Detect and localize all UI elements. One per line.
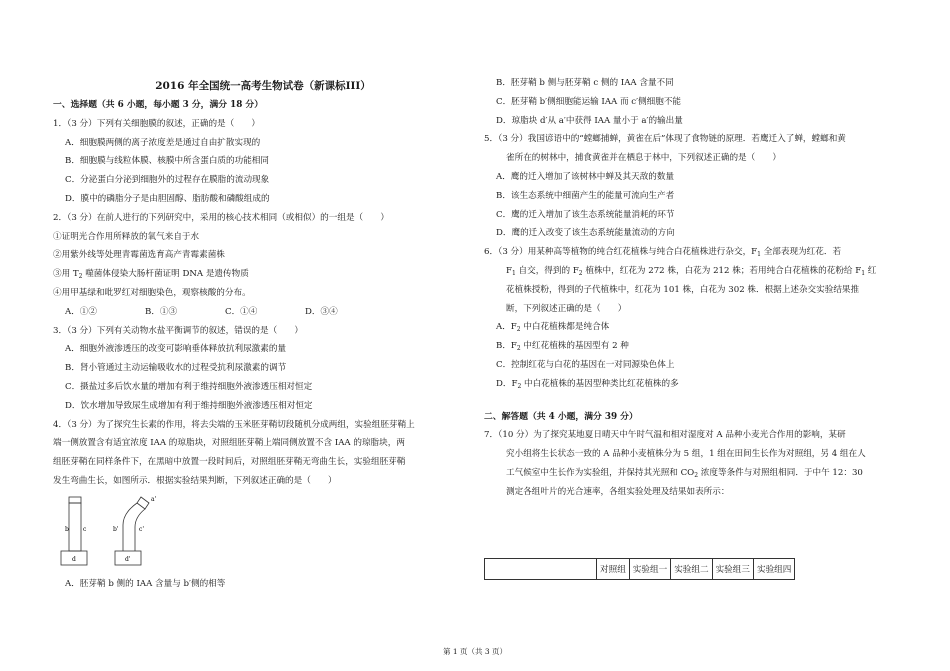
study-item-4: ④用甲基绿和吡罗红对细胞染色，观察核酸的分布。 [53, 287, 251, 298]
question-7 [484, 426, 896, 501]
label-a-prime: a' [151, 495, 157, 503]
table-cell: 实验组四 [753, 559, 794, 580]
option-c: C．控制红花与白花的基因在一对同源染色体上 [496, 359, 675, 370]
section-heading-choice: 一、选择题（共 6 小题，每小题 3 分，满分 18 分） [53, 100, 264, 110]
subscript: 1 [511, 269, 516, 277]
table-cell [485, 559, 597, 580]
stem-text: 全部表现为红花．若 [760, 247, 842, 258]
option-text: D．F [496, 378, 518, 389]
option-text: B．F [496, 341, 517, 352]
option-a [484, 318, 896, 337]
subscript: 2 [517, 382, 522, 390]
subscript: 1 [757, 251, 761, 259]
option-b: B．①③ [145, 306, 178, 317]
question-stem-line-4: 断，下列叙述正确的是（ ） [506, 303, 627, 314]
stem-text: 浓度等条件与对照组相同．于中午 12：30 [698, 467, 863, 478]
q4-option-d: D．琼脂块 d′从 a′中获得 IAA 量小于 a′的输出量 [496, 115, 683, 126]
stem-text: 红 [865, 265, 877, 276]
question-stem-line-1: 7．（10 分）为了探究某地夏日晴天中午时气温和相对湿度对 A 品种小麦光合作用的影响，某研 [484, 430, 846, 441]
section-spacer [484, 394, 896, 408]
option-text: 中红花植株的基因型有 2 种 [520, 341, 629, 352]
table-header-row [485, 559, 795, 580]
study-item-3-text-end: 噬菌体侵染大肠杆菌证明 DNA 是遗传物质 [82, 269, 249, 280]
option-c: C．摄盐过多后饮水量的增加有利于维持细胞外液渗透压相对恒定 [65, 381, 313, 392]
option-b [484, 337, 896, 356]
option-a: A．细胞外液渗透压的改变可影响垂体释放抗利尿激素的量 [65, 344, 287, 355]
option-c: C．鹰的迁入增加了该生态系统能量消耗的环节 [496, 209, 675, 220]
option-a: A．①② [65, 306, 97, 317]
study-item-1: ①证明光合作用所释放的氧气来自于水 [53, 231, 200, 242]
question-2 [53, 209, 473, 322]
label-c: c [83, 525, 87, 533]
question-stem-line-2: 雀所在的树林中，捕食黄雀并在栖息于林中，下列叙述正确的是（ ） [506, 153, 782, 164]
question-3 [53, 322, 473, 416]
label-b: b [65, 525, 69, 533]
label-b-prime: b' [113, 525, 119, 533]
stem-text: 工气候室中生长作为实验组，并保持其光照和 CO [506, 467, 695, 478]
study-item-3-text: ③用 T [53, 269, 79, 280]
right-column [484, 74, 896, 502]
option-row [53, 303, 473, 322]
subscript: 2 [78, 273, 83, 281]
coleoptile-figure [53, 495, 473, 575]
agar-block-a-prime [137, 497, 149, 509]
question-stem-line-2 [484, 262, 896, 281]
question-stem: 3．（3 分）下列有关动物水盐平衡调节的叙述，错误的是（ ） [53, 325, 303, 336]
option-c: C．①④ [225, 306, 258, 317]
study-item-2: ②用紫外线等处理青霉菌选育高产青霉素菌株 [53, 250, 225, 261]
table-cell: 实验组三 [712, 559, 753, 580]
table-cell: 实验组二 [671, 559, 712, 580]
stem-text: 自交，得到的 F [515, 265, 579, 276]
table-cell: 实验组一 [629, 559, 670, 580]
option-d [484, 375, 896, 394]
coleoptile-diagram [53, 495, 213, 575]
q4-option-c: C．胚芽鞘 b′侧细胞能运输 IAA 而 c′侧细胞不能 [496, 96, 682, 107]
option-b: B．肾小管通过主动运输吸收水的过程受抗利尿激素的调节 [65, 363, 287, 374]
table-cell: 对照组 [597, 559, 630, 580]
question-stem-line-3 [484, 464, 896, 483]
subscript: 2 [694, 471, 699, 479]
question-stem-line-2: 端一侧放置含有适宜浓度 IAA 的琼脂块，对照组胚芽鞘上端同侧放置不含 IAA 的琼脂块，两 [53, 438, 405, 449]
option-a: A．胚芽鞘 b 侧的 IAA 含量与 b′侧的相等 [65, 578, 226, 589]
question-stem-line-2: 究小组将生长状态一致的 A 品种小麦植株分为 5 组，1 组在田间生长作为对照组，另 4 组在人 [506, 449, 866, 460]
subscript: 1 [861, 269, 866, 277]
left-column [53, 96, 473, 594]
option-b: B．该生态系统中细菌产生的能量可流向生产者 [496, 190, 675, 201]
q4-option-b: B．胚芽鞘 b 侧与胚芽鞘 c 侧的 IAA 含量不同 [496, 78, 674, 88]
stem-text: 6．（3 分）用某种高等植物的纯合红花植株与纯合白花植株进行杂交，F [484, 247, 758, 258]
question-stem-line-4: 测定各组叶片的光合速率，各组实验处理及结果如表所示： [506, 486, 730, 497]
question-stem-line-1 [484, 243, 896, 262]
question-stem-line-1: 4．（3 分）为了探究生长素的作用，将去尖端的玉米胚芽鞘切段随机分成两组，实验组胚芽鞘上 [53, 419, 415, 430]
option-d: D．③④ [305, 306, 338, 317]
question-stem: 2．（3 分）在前人进行的下列研究中，采用的核心技术相同（或相似）的一组是（ ） [53, 212, 389, 223]
label-c-prime: c' [139, 525, 145, 533]
experiment-table [484, 558, 795, 580]
option-d: D．饮水增加导致尿生成增加有利于维持细胞外液渗透压相对恒定 [65, 400, 313, 411]
option-d: D．膜中的磷脂分子是由胆固醇、脂肪酸和磷酸组成的 [65, 193, 270, 204]
section-heading-answer: 二、解答题（共 4 小题，满分 39 分） [484, 411, 638, 422]
option-b: B．细胞膜与线粒体膜、核膜中所含蛋白质的功能相同 [65, 156, 269, 167]
stem-text: F [506, 265, 512, 276]
study-item-3 [53, 265, 473, 284]
page-footer: 第 1 页（共 3 页） [442, 647, 508, 656]
question-stem-line-4: 发生弯曲生长，如图所示．根据实验结果判断，下列叙述正确的是（ ） [53, 475, 337, 486]
question-4 [53, 416, 473, 594]
subscript: 2 [578, 269, 583, 277]
question-stem-line-1: 5．（3 分）我国谚语中的“螳螂捕蝉，黄雀在后”体现了食物链的原理．若鹰迁入了蝉，螳螂和黄 [484, 134, 846, 145]
control-coleoptile [69, 503, 81, 551]
subscript: 2 [516, 326, 521, 334]
option-c: C．分泌蛋白分泌到细胞外的过程存在膜脂的流动现象 [65, 175, 270, 186]
page-title: 2016 年全国统一高考生物试卷（新课标III） [155, 80, 371, 92]
question-stem-line-3: 花植株授粉，得到的子代植株中，红花为 101 株，白花为 302 株．根据上述杂交实验结果推 [506, 284, 860, 295]
option-text: A．F [496, 322, 517, 333]
question-1 [53, 115, 473, 209]
label-d: d [72, 555, 76, 563]
option-a: A．鹰的迁入增加了该树林中蝉及其天敌的数量 [496, 171, 675, 182]
agar-block-a [69, 497, 81, 503]
subscript: 2 [516, 345, 521, 353]
question-stem: 1．（3 分）下列有关细胞膜的叙述，正确的是（ ） [53, 118, 261, 129]
stem-text: 植株中，红花为 272 株，白花为 212 株；若用纯合白花植株的花粉给 F [582, 265, 862, 276]
question-6 [484, 243, 896, 393]
option-text: 中白花植株都是纯合体 [520, 322, 610, 333]
question-stem-line-3: 组胚芽鞘在同样条件下，在黑暗中放置一段时间后，对照组胚芽鞘无弯曲生长，实验组胚芽鞘 [53, 457, 406, 468]
option-d: D．鹰的迁入改变了该生态系统能量流动的方向 [496, 228, 675, 239]
option-text: 中白花植株的基因型种类比红花植株的多 [521, 378, 679, 389]
option-a: A．细胞膜两侧的离子浓度差是通过自由扩散实现的 [65, 137, 261, 148]
label-d-prime: d' [125, 555, 131, 563]
question-5 [484, 130, 896, 243]
